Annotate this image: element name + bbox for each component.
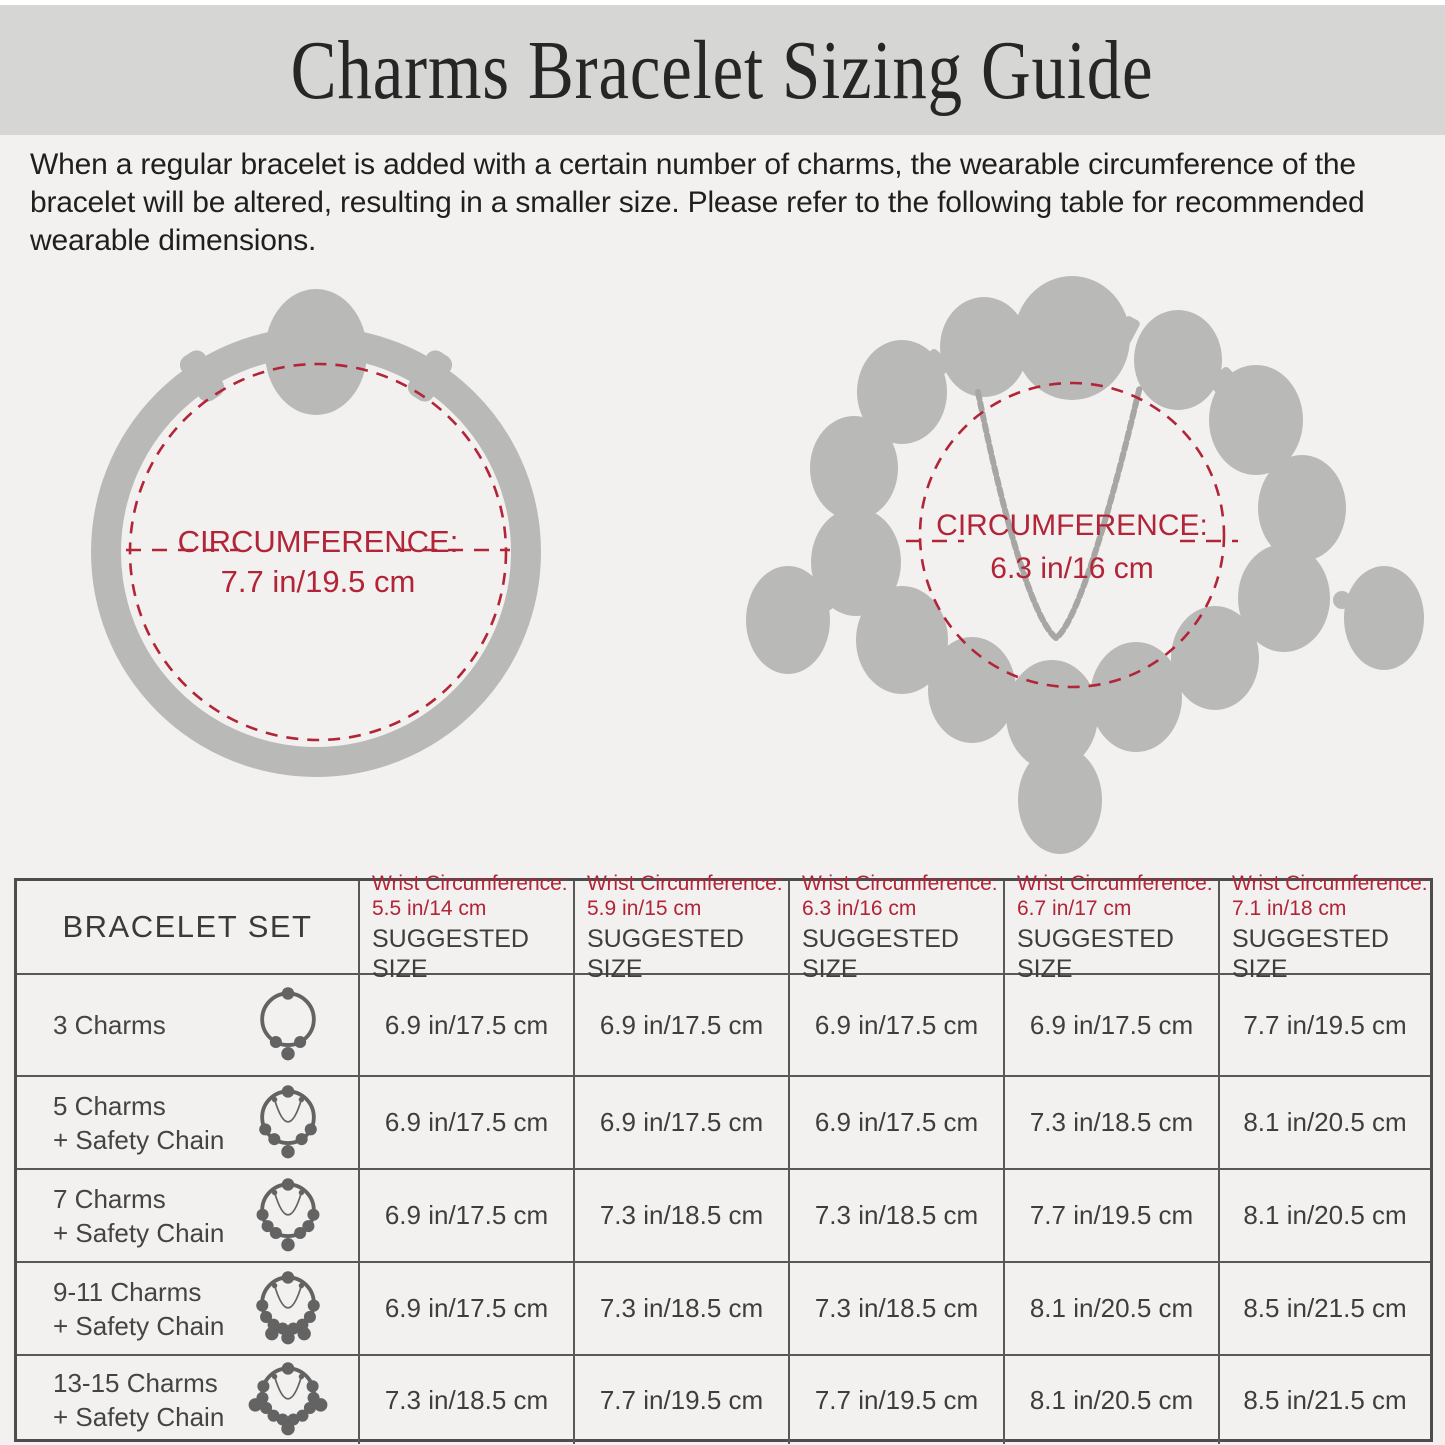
table-header-wrist-3	[1005, 871, 1220, 983]
wrist-circumference-label: Wrist Circumference:	[372, 871, 568, 895]
title-band	[0, 5, 1445, 135]
suggested-size-cell	[790, 1263, 1005, 1356]
suggested-size-cell	[575, 1077, 790, 1170]
charm-bracelet-measurement	[906, 383, 1238, 687]
suggested-size-value: 6.9 in/17.5 cm	[384, 1009, 549, 1040]
table-row-label	[17, 1077, 360, 1170]
plain-bracelet-measurement	[126, 364, 510, 740]
suggested-size-value: 7.3 in/18.5 cm	[1029, 1107, 1194, 1137]
bracelet-13-15-charms-safety-chain-icon	[240, 1356, 336, 1444]
table-header-wrist-2	[790, 871, 1005, 983]
suggested-size-cell	[1005, 1077, 1220, 1170]
wrist-circumference-value: 5.9 in/15 cm	[587, 896, 702, 920]
table-header-wrist-4	[1220, 871, 1430, 983]
wrist-circumference-label: Wrist Circumference:	[1232, 871, 1428, 895]
bracelet-set-label	[53, 1008, 240, 1042]
wrist-circumference-value: 7.1 in/18 cm	[1232, 896, 1347, 920]
suggested-size-value: 8.1 in/20.5 cm	[1029, 1293, 1194, 1323]
wrist-circumference-label: Wrist Circumference:	[802, 871, 998, 895]
suggested-size-cell	[575, 1263, 790, 1356]
sizing-table	[14, 871, 1433, 1442]
suggested-size-value: 6.9 in/17.5 cm	[384, 1107, 549, 1137]
suggested-size-cell	[360, 1170, 575, 1263]
wrist-circumference-label: Wrist Circumference:	[1017, 871, 1213, 895]
suggested-size-value: 7.3 in/18.5 cm	[814, 1293, 979, 1323]
suggested-size-cell	[1220, 1077, 1430, 1170]
suggested-size-cell	[790, 1170, 1005, 1263]
bracelet-set-label-line: 9-11 Charms	[53, 1276, 202, 1307]
bracelet-set-label-line: 13-15 Charms	[53, 1368, 218, 1398]
suggested-size-value: 7.3 in/18.5 cm	[599, 1200, 764, 1230]
suggested-size-cell	[790, 1077, 1005, 1170]
dangle-charm-left	[746, 566, 830, 674]
suggested-size-value: 8.1 in/20.5 cm	[1243, 1107, 1407, 1137]
suggested-size-value: 7.3 in/18.5 cm	[599, 1293, 764, 1323]
suggested-size-value: 6.9 in/17.5 cm	[599, 1009, 764, 1040]
bracelet-stopper-right	[404, 347, 456, 406]
suggested-size-label: SUGGESTED SIZE	[1232, 924, 1389, 983]
suggested-size-value: 7.3 in/18.5 cm	[814, 1200, 979, 1230]
wrist-circumference-value: 5.5 in/14 cm	[372, 896, 487, 920]
table-header-bracelet-set: BRACELET SET	[17, 881, 360, 975]
bracelet-5-charms-safety-chain-icon	[240, 1079, 336, 1167]
dangle-link-bottom	[1047, 748, 1065, 766]
bracelet-3-charms-icon	[240, 981, 336, 1069]
bracelet-set-label-line: + Safety Chain	[53, 1310, 225, 1341]
suggested-size-value: 7.7 in/19.5 cm	[814, 1384, 979, 1415]
bracelet-set-label	[53, 1366, 240, 1434]
page-title: Charms Bracelet Sizing Guide	[291, 23, 1154, 117]
suggested-size-cell	[360, 1263, 575, 1356]
suggested-size-cell	[360, 1077, 575, 1170]
suggested-size-value: 8.1 in/20.5 cm	[1029, 1384, 1194, 1415]
suggested-size-value: 7.7 in/19.5 cm	[599, 1384, 764, 1415]
suggested-size-value: 7.3 in/18.5 cm	[384, 1384, 549, 1415]
table-row-label	[17, 975, 360, 1077]
suggested-size-value: 6.9 in/17.5 cm	[599, 1107, 764, 1137]
bracelet-set-label-line: + Safety Chain	[53, 1217, 225, 1248]
suggested-size-value: 8.5 in/21.5 cm	[1243, 1293, 1407, 1323]
safety-chain-shape	[978, 386, 1140, 638]
suggested-size-value: 8.1 in/20.5 cm	[1243, 1200, 1407, 1230]
suggested-size-cell	[575, 975, 790, 1077]
suggested-size-value: 8.5 in/21.5 cm	[1243, 1384, 1407, 1415]
bracelet-set-label-line: + Safety Chain	[53, 1402, 225, 1432]
bracelet-set-label	[53, 1182, 240, 1250]
bracelet-set-label-line: + Safety Chain	[53, 1124, 225, 1155]
suggested-size-label: SUGGESTED SIZE	[372, 924, 529, 983]
suggested-size-cell	[1005, 975, 1220, 1077]
wrist-circumference-value: 6.3 in/16 cm	[802, 896, 917, 920]
circumference-dashed-circle	[130, 364, 506, 740]
suggested-size-cell	[1220, 1263, 1430, 1356]
suggested-size-value: 6.9 in/17.5 cm	[384, 1200, 549, 1230]
suggested-size-cell	[1220, 1170, 1430, 1263]
circumference-value: 6.3 in/16 cm	[990, 552, 1154, 585]
suggested-size-value: 7.7 in/19.5 cm	[1243, 1009, 1407, 1040]
wrist-circumference-label: Wrist Circumference:	[587, 871, 783, 895]
suggested-size-cell	[1005, 1263, 1220, 1356]
circumference-label: CIRCUMFERENCE:	[936, 509, 1208, 542]
table-row-label	[17, 1263, 360, 1356]
table-row-label	[17, 1356, 360, 1444]
circumference-dashed-circle	[920, 383, 1224, 687]
table-header-wrist-0	[360, 871, 575, 983]
table-header-wrist-1	[575, 871, 790, 983]
plain-bracelet-silhouette	[106, 289, 526, 762]
dangle-charm-bottom	[1018, 746, 1102, 854]
suggested-size-value: 6.9 in/17.5 cm	[384, 1293, 549, 1323]
intro-text: When a regular bracelet is added with a certain number of charms, the wearable circumference of the bracelet will be altered, resulting in a smaller size. Please refer to the following table for recommended wearable dimensions.	[30, 148, 1365, 257]
suggested-size-cell	[1220, 1356, 1430, 1444]
table-row-label	[17, 1170, 360, 1263]
suggested-size-label: SUGGESTED SIZE	[802, 924, 959, 983]
bracelet-9-11-charms-safety-chain-icon	[240, 1265, 336, 1353]
suggested-size-label: SUGGESTED SIZE	[1017, 924, 1174, 983]
dangle-link-left	[817, 593, 835, 611]
bracelet-set-label-line: 3 Charms	[53, 1010, 166, 1040]
suggested-size-label: SUGGESTED SIZE	[587, 924, 744, 983]
suggested-size-cell	[1220, 975, 1430, 1077]
bracelet-set-label	[53, 1089, 240, 1157]
dangle-link-right	[1333, 591, 1351, 609]
suggested-size-cell	[1005, 1356, 1220, 1444]
suggested-size-value: 7.7 in/19.5 cm	[1029, 1200, 1194, 1230]
bracelet-7-charms-safety-chain-icon	[240, 1172, 336, 1260]
wrist-circumference-value: 6.7 in/17 cm	[1017, 896, 1132, 920]
suggested-size-cell	[790, 1356, 1005, 1444]
suggested-size-cell	[360, 975, 575, 1077]
suggested-size-value: 6.9 in/17.5 cm	[1029, 1009, 1194, 1040]
suggested-size-cell	[360, 1356, 575, 1444]
suggested-size-value: 6.9 in/17.5 cm	[814, 1107, 979, 1137]
bracelet-ring-shape	[106, 342, 526, 762]
bracelet-stopper-left	[176, 347, 228, 406]
bracelet-set-label-line: 7 Charms	[53, 1183, 166, 1214]
charm-bracelet-silhouette	[746, 276, 1424, 854]
circumference-value: 7.7 in/19.5 cm	[220, 564, 416, 599]
suggested-size-value: 6.9 in/17.5 cm	[814, 1009, 979, 1040]
circumference-label: CIRCUMFERENCE:	[177, 524, 459, 559]
suggested-size-cell	[1005, 1170, 1220, 1263]
bracelet-set-label	[53, 1275, 240, 1343]
suggested-size-cell	[575, 1356, 790, 1444]
bracelet-clasp-shape	[265, 289, 367, 415]
suggested-size-cell	[575, 1170, 790, 1263]
bracelet-set-label-line: 5 Charms	[53, 1090, 166, 1121]
suggested-size-cell	[790, 975, 1005, 1077]
dangle-charm-right	[1344, 566, 1424, 670]
